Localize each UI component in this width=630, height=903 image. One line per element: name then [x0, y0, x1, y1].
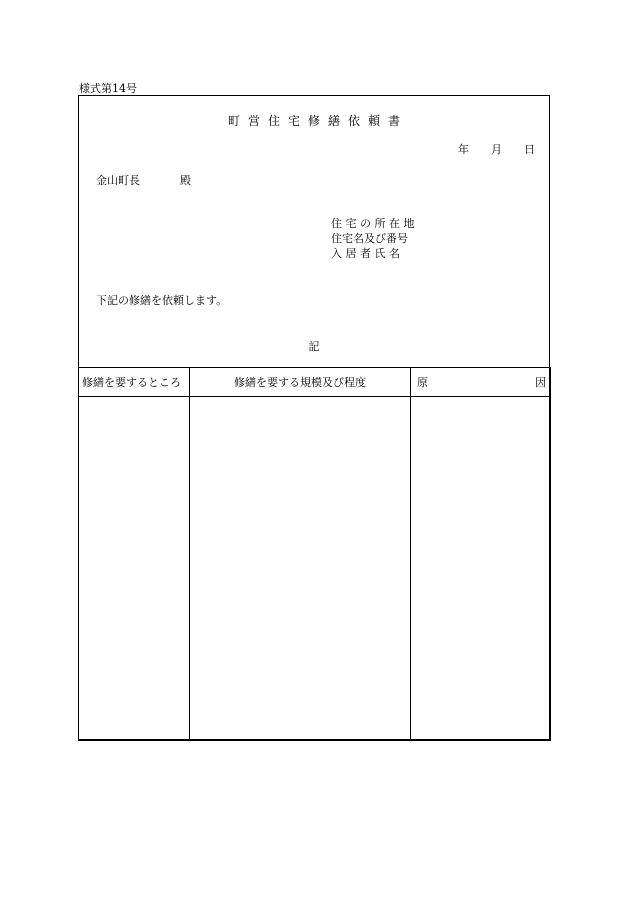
- form-title: 町営住宅修繕依頼書: [227, 114, 408, 128]
- header-location: 修繕を要するところ: [79, 368, 190, 397]
- repair-table: [78, 367, 551, 741]
- ki-heading: 記: [308, 340, 320, 353]
- cell-scale[interactable]: [190, 397, 411, 741]
- form-number: 様式第14号: [79, 82, 137, 95]
- header-scale: 修繕を要する規模及び程度: [190, 368, 411, 397]
- header-cause-right: 因: [535, 376, 546, 389]
- addressee-honorific: 殿: [180, 174, 191, 187]
- form-frame: [78, 95, 550, 740]
- address-label: 住宅の所在地: [331, 217, 418, 230]
- header-cause: [411, 368, 551, 397]
- request-text: 下記の修繕を依頼します。: [96, 294, 228, 307]
- table-row: [79, 397, 551, 741]
- cell-cause[interactable]: [411, 397, 551, 741]
- date-year-label: 年: [458, 143, 469, 156]
- table-header-row: [79, 368, 551, 397]
- addressee: [96, 172, 191, 188]
- date-day-label: 日: [524, 143, 535, 156]
- header-cause-left: 原: [417, 376, 428, 389]
- date-row: [458, 141, 535, 157]
- cell-location[interactable]: [79, 397, 190, 741]
- date-month-label: 月: [491, 143, 502, 156]
- resident-name-label: 入居者氏名: [331, 247, 404, 260]
- applicant-block: [331, 216, 418, 261]
- housing-name-label: 住宅名及び番号: [331, 232, 408, 245]
- addressee-name: 金山町長: [96, 174, 140, 187]
